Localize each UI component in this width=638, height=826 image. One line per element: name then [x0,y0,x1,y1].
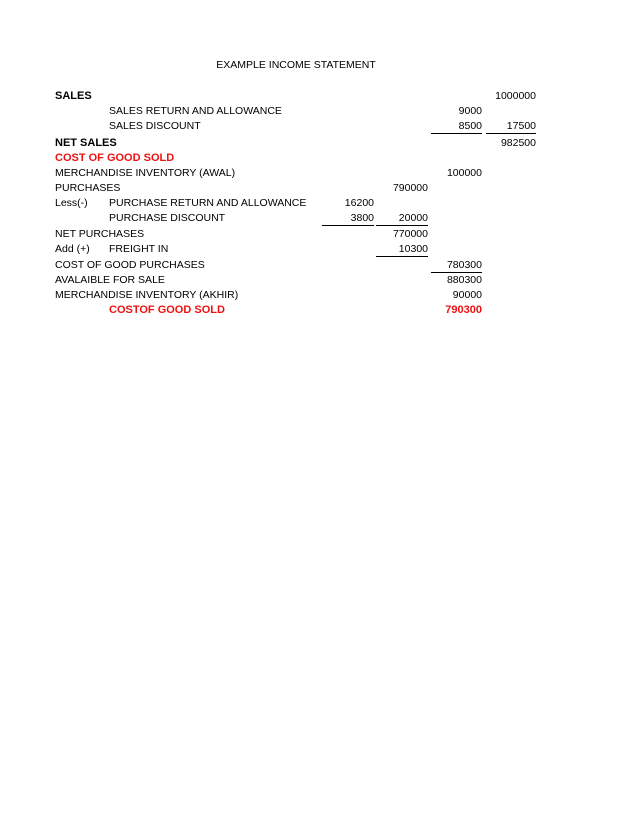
merch-awal-label: MERCHANDISE INVENTORY (AWAL) [55,167,236,179]
net-purchases-amount: 770000 [392,228,428,240]
available-for-sale-amount: 880300 [446,274,482,286]
sales-deductions-total: 17500 [486,119,536,134]
net-sales-amount: 982500 [500,137,536,149]
freight-in-label: FREIGHT IN [109,243,169,255]
merch-akhir-label: MERCHANDISE INVENTORY (AKHIR) [55,289,239,301]
sales-amount: 1000000 [495,90,536,102]
purchase-discount-amount: 3800 [322,211,374,226]
add-prefix: Add (+) [55,243,90,255]
row-freight-in [0,242,638,257]
cogs-heading-label: COST OF GOOD SOLD [55,152,175,164]
sales-label: SALES [55,90,92,102]
purchase-deductions-total: 20000 [376,211,428,226]
row-merch-awal [0,166,638,181]
purchase-discount-label: PURCHASE DISCOUNT [109,212,226,224]
row-merch-akhir [0,288,638,303]
row-cost-of-good-purchases [0,258,638,273]
cogs-total-label: COSTOF GOOD SOLD [109,304,225,316]
row-available-for-sale [0,273,638,288]
cogs-total-amount: 790300 [445,304,482,316]
less-prefix: Less(-) [55,197,88,209]
purchase-return-label: PURCHASE RETURN AND ALLOWANCE [109,197,307,209]
statement-title: EXAMPLE INCOME STATEMENT [216,59,376,71]
purchases-amount: 790000 [392,182,428,194]
row-cogs-total [0,303,638,318]
sales-return-label: SALES RETURN AND ALLOWANCE [109,105,282,117]
row-sales-return [0,104,638,119]
sales-discount-amount: 8500 [431,119,482,134]
net-sales-label: NET SALES [55,137,117,149]
row-sales-discount [0,119,638,134]
merch-akhir-amount: 90000 [452,289,482,301]
row-net-sales [0,136,638,151]
sales-return-amount: 9000 [458,105,482,117]
net-purchases-label: NET PURCHASES [55,228,145,240]
available-for-sale-label: AVALAIBLE FOR SALE [55,274,165,286]
row-sales [0,89,638,104]
sales-discount-label: SALES DISCOUNT [109,120,201,132]
cost-of-good-purchases-label: COST OF GOOD PURCHASES [55,259,205,271]
freight-in-amount: 10300 [376,242,428,257]
merch-awal-amount: 100000 [446,167,482,179]
purchase-return-amount: 16200 [344,197,374,209]
row-purchase-discount [0,211,638,226]
cost-of-good-purchases-amount: 780300 [431,258,482,273]
row-purchases [0,181,638,196]
purchases-label: PURCHASES [55,182,121,194]
row-net-purchases [0,227,638,242]
row-cogs-heading [0,151,638,166]
row-purchase-return [0,196,638,211]
